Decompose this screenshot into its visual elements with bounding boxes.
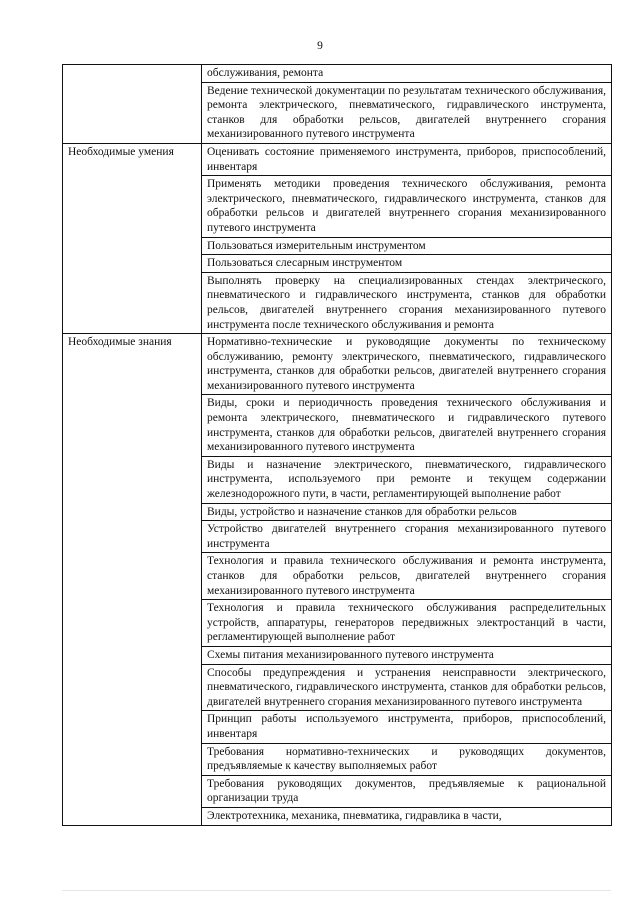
requirements-table [62, 64, 612, 826]
requirement-cell: обслуживания, ремонта [202, 65, 612, 83]
requirement-cell: Ведение технической документации по результатам технического обслуживания, ремонта электрического, пневматического, гидравлического инструмента, станков для обработки рельсов, двигателей внутреннего сгорания механизированного путевого инструмента [202, 82, 612, 143]
requirement-cell: Применять методики проведения технического обслуживания, ремонта электрического, пневматического, гидравлического инструмента, станков для обработки рельсов и двигателей внутреннего сгорания механизированного путевого инструмента [202, 176, 612, 237]
requirement-cell: Технология и правила технического обслуживания распределительных устройств, аппаратуры, генераторов передвижных электростанций в части, регламентирующей выполнение работ [202, 600, 612, 647]
requirement-cell: Требования руководящих документов, предъявляемые к рациональной организации труда [202, 775, 612, 807]
requirement-cell: Виды, сроки и периодичность проведения технического обслуживания и ремонта электрического, пневматического и гидравлического путевого инструмента, станков для обработки рельсов, двигателей внутреннего сгорания механизированного путевого инструмента [202, 395, 612, 456]
scan-edge-line [62, 890, 611, 891]
category-cell-continued [63, 65, 202, 144]
requirement-cell: Пользоваться измерительным инструментом [202, 237, 612, 255]
requirement-cell: Принцип работы используемого инструмента, приборов, приспособлений, инвентаря [202, 711, 612, 743]
category-cell-knowledge: Необходимые знания [63, 334, 202, 825]
requirement-cell: Виды, устройство и назначение станков для обработки рельсов [202, 503, 612, 521]
table-row [63, 143, 612, 175]
requirement-cell: Способы предупреждения и устранения неисправности электрического, пневматического, гидравлического инструмента, станков для обработки рельсов, двигателей внутреннего сгорания механизированного путевого инструмента [202, 664, 612, 711]
requirement-cell: Пользоваться слесарным инструментом [202, 255, 612, 273]
page-number: 9 [317, 40, 323, 52]
requirement-cell: Выполнять проверку на специализированных стендах электрического, пневматического и гидравлического инструмента, станков для обработки рельсов, двигателей внутреннего сгорания механизированного путевого инструмента после технического обслуживания и ремонта [202, 272, 612, 333]
requirement-cell: Нормативно-технические и руководящие документы по техническому обслуживанию, ремонту электрического, пневматического, гидравлического инструмента, станков для обработки рельсов, двигателей внутреннего сгорания механизированного путевого инструмента [202, 334, 612, 395]
requirement-cell: Схемы питания механизированного путевого инструмента [202, 646, 612, 664]
requirement-cell: Требования нормативно-технических и руководящих документов, предъявляемые к качеству выполняемых работ [202, 743, 612, 775]
requirement-cell: Виды и назначение электрического, пневматического, гидравлического инструмента, используемого при ремонте и текущем содержании железнодорожного пути, в части, регламентирующей выполнение работ [202, 456, 612, 503]
requirement-cell: Электротехника, механика, пневматика, гидравлика в части, [202, 807, 612, 825]
requirement-cell: Оценивать состояние применяемого инструмента, приборов, приспособлений, инвентаря [202, 143, 612, 175]
requirement-cell: Устройство двигателей внутреннего сгорания механизированного путевого инструмента [202, 521, 612, 553]
table-row [63, 65, 612, 83]
table-row [63, 334, 612, 395]
requirement-cell: Технология и правила технического обслуживания и ремонта инструмента, станков для обработки рельсов, двигателей внутреннего сгорания механизированного путевого инструмента [202, 553, 612, 600]
category-cell-skills: Необходимые умения [63, 143, 202, 333]
